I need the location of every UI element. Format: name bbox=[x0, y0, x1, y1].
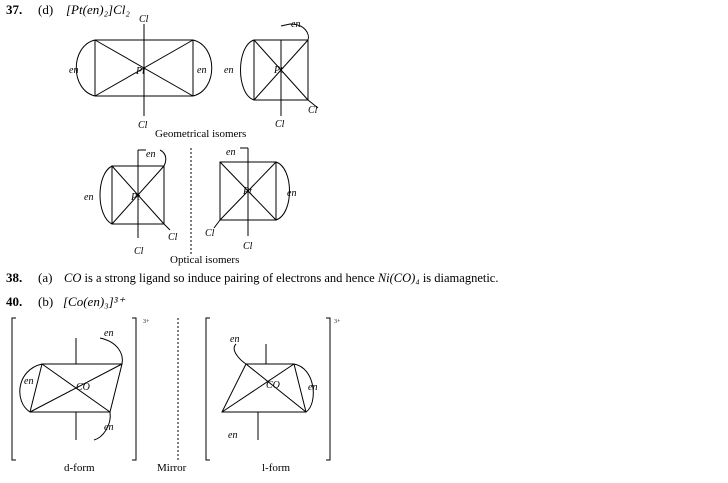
ni-co-4-formula: Ni(CO)₄ bbox=[377, 271, 420, 285]
geometrical-isomers-caption: Geometrical isomers bbox=[155, 128, 247, 140]
answer-option-38: (a) bbox=[38, 270, 53, 285]
answer-option-40: (b) bbox=[38, 294, 54, 309]
en-label: en bbox=[228, 430, 238, 441]
cl-label: Cl bbox=[275, 119, 285, 130]
cl-label: Cl bbox=[168, 232, 178, 243]
en-label: en bbox=[291, 19, 301, 30]
statement-end: is diamagnetic. bbox=[422, 271, 499, 285]
en-label: en bbox=[146, 149, 156, 160]
cl-label: Cl bbox=[138, 120, 148, 131]
question-number-37: 37. bbox=[6, 2, 23, 17]
en-label: en bbox=[224, 65, 234, 76]
formula-37: [Pt(en)₂]Cl₂ bbox=[66, 2, 130, 17]
pt-label: Pt bbox=[136, 66, 145, 77]
q40-structure-labels bbox=[24, 319, 341, 441]
mirror-label: Mirror bbox=[157, 462, 187, 474]
en-label: en bbox=[287, 188, 297, 199]
cl-label: Cl bbox=[134, 246, 144, 257]
charge-superscript: 3+ bbox=[334, 319, 341, 325]
co-center-label: CO bbox=[76, 382, 90, 393]
cl-label: Cl bbox=[308, 105, 318, 116]
co-center-label: CO bbox=[266, 380, 280, 391]
en-label: en bbox=[230, 334, 240, 345]
co-ligand-text: CO bbox=[64, 271, 82, 285]
cl-label: Cl bbox=[139, 14, 149, 25]
l-form-label: l-form bbox=[262, 462, 291, 474]
pt-label: Pt bbox=[274, 65, 283, 76]
pt-label: Pt bbox=[131, 192, 140, 203]
en-label: en bbox=[308, 382, 318, 393]
cl-label: Cl bbox=[243, 241, 253, 252]
en-label: en bbox=[104, 328, 114, 339]
statement-middle: is a strong ligand so induce pairing of electrons and hence bbox=[84, 271, 375, 285]
question-number-40: 40. bbox=[6, 294, 23, 309]
question-number-38: 38. bbox=[6, 270, 23, 285]
d-form-structure bbox=[12, 318, 136, 460]
answer-option-37: (d) bbox=[38, 2, 54, 17]
optical-isomers-caption: Optical isomers bbox=[170, 254, 240, 266]
en-label: en bbox=[104, 422, 114, 433]
en-label: en bbox=[197, 65, 207, 76]
d-form-label: d-form bbox=[64, 462, 95, 474]
cl-label: Cl bbox=[205, 228, 215, 239]
en-label: en bbox=[24, 376, 34, 387]
en-label: en bbox=[226, 147, 236, 158]
formula-40: [Co(en)₃]³⁺ bbox=[63, 294, 125, 309]
charge-superscript: 3+ bbox=[143, 319, 150, 325]
pt-label: Pt bbox=[243, 186, 252, 197]
en-label: en bbox=[69, 65, 79, 76]
en-label: en bbox=[84, 192, 94, 203]
